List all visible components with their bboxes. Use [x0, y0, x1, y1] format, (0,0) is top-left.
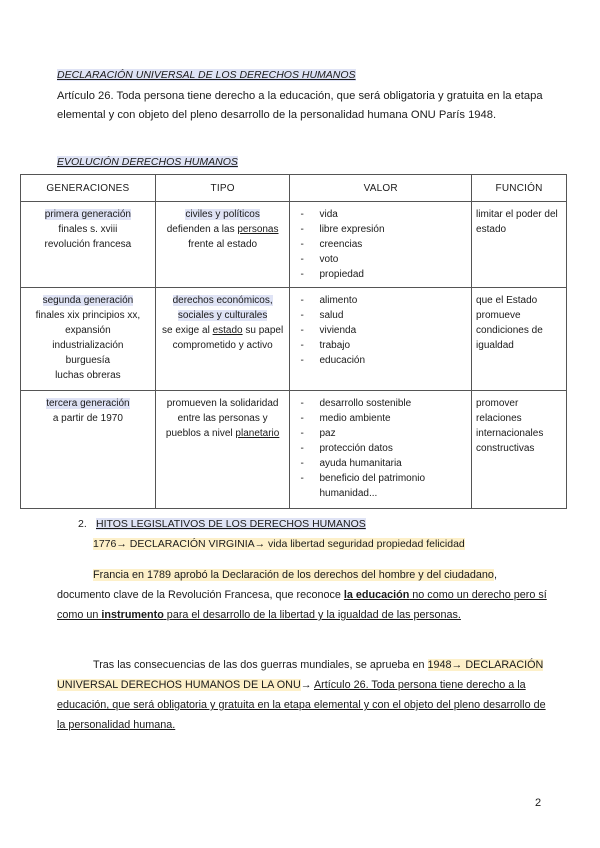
table-row	[21, 288, 567, 391]
tipo-text: promueven la solidaridad entre las personas y pueblos a nivel	[165, 398, 279, 439]
list-item: - ayuda humanitaria	[300, 456, 467, 471]
list-item: - vivienda	[300, 323, 467, 338]
section-2-heading	[78, 518, 366, 530]
valor-cell	[290, 202, 472, 288]
list-item: - libre expresión	[300, 222, 467, 237]
highlight-text: 1948→ DECLARACIÓN UNIVERSAL DERECHOS HUMANOS DE LA ONU	[57, 659, 544, 691]
page-number: 2	[535, 797, 542, 809]
col-header-tipo: TIPO	[155, 175, 290, 202]
tipo-underlined: personas	[237, 224, 279, 235]
generation-detail: burguesía	[65, 355, 111, 366]
tipo-name: derechos económicos, sociales y culturales	[172, 295, 273, 321]
list-item: - medio ambiente	[300, 411, 467, 426]
col-header-generaciones: GENERACIONES	[21, 175, 156, 202]
list-item: - salud	[300, 308, 467, 323]
list-item: - paz	[300, 426, 467, 441]
col-header-funcion: FUNCIÓN	[472, 175, 567, 202]
list-item: - trabajo	[300, 338, 467, 353]
tipo-text: frente al estado	[188, 239, 258, 250]
underlined-text: para el desarrollo de la libertad y la igualdad de las personas.	[163, 609, 461, 621]
evolution-table	[20, 174, 567, 509]
highlight-text: Francia en 1789 aprobó la Declaración de los derechos del hombre y del ciudadano	[93, 569, 494, 581]
list-item: - vida	[300, 207, 467, 222]
list-item: - propiedad	[300, 267, 467, 282]
list-item: - alimento	[300, 293, 467, 308]
generation-name: primera generación	[44, 209, 131, 220]
list-item: - protección datos	[300, 441, 467, 456]
tipo-cell	[155, 202, 290, 288]
evolution-title: EVOLUCIÓN DERECHOS HUMANOS	[57, 156, 238, 168]
virginia-1776-line: 1776→ DECLARACIÓN VIRGINIA→ vida libertad seguridad propiedad felicidad	[93, 538, 465, 550]
generation-name: tercera generación	[46, 398, 130, 409]
generation-detail: revolución francesa	[44, 239, 132, 250]
tipo-cell	[155, 391, 290, 509]
generation-detail: finales s. xviii	[58, 224, 118, 235]
udhr-1948-paragraph	[57, 655, 547, 735]
generation-detail: industrialización	[52, 340, 124, 351]
generation-detail: expansión	[65, 325, 111, 336]
funcion-cell: promover relaciones internacionales constructivas	[472, 391, 567, 509]
valor-cell	[290, 288, 472, 391]
generation-detail: luchas obreras	[55, 370, 121, 381]
section-number: 2.	[78, 518, 87, 530]
tipo-text: se exige al	[162, 325, 213, 336]
tipo-underlined: estado	[212, 325, 243, 336]
france-1789-paragraph	[57, 565, 547, 625]
funcion-cell: que el Estado promueve condiciones de igualdad	[472, 288, 567, 391]
list-item: - voto	[300, 252, 467, 267]
table-row	[21, 391, 567, 509]
table-header-row	[21, 175, 567, 202]
tipo-text: su papel comprometido y activo	[172, 325, 284, 351]
bold-education: la educación	[343, 589, 410, 601]
tipo-underlined: planetario	[235, 428, 280, 439]
tipo-text: defienden a las	[166, 224, 238, 235]
arrow-text: →	[300, 679, 314, 691]
generation-detail: finales xix principios xx,	[35, 310, 141, 321]
list-item: - beneficio del patrimonio humanidad...	[300, 471, 467, 501]
body-text: Tras las consecuencias de las dos guerras mundiales, se aprueba en	[93, 659, 428, 671]
list-item: - desarrollo sostenible	[300, 396, 467, 411]
valor-cell	[290, 391, 472, 509]
udhr-title: DECLARACIÓN UNIVERSAL DE LOS DERECHOS HUMANOS	[57, 69, 356, 81]
generation-cell	[21, 288, 156, 391]
generation-name: segunda generación	[42, 295, 134, 306]
bold-instrumento: instrumento	[101, 609, 164, 621]
underlined-text: no como un derecho pero sí como un	[57, 589, 547, 621]
underlined-text: Artículo 26. Toda persona tiene derecho a la educación, que será obligatoria y gratuita en la etapa elemental y con el objeto del pleno desarrollo de la personalidad humana.	[57, 679, 546, 731]
generation-cell	[21, 202, 156, 288]
tipo-cell	[155, 288, 290, 391]
funcion-cell: limitar el poder del estado	[472, 202, 567, 288]
section-title: HITOS LEGISLATIVOS DE LOS DERECHOS HUMANOS	[96, 518, 366, 530]
tipo-name: civiles y políticos	[185, 209, 260, 220]
table-row	[21, 202, 567, 288]
col-header-valor: VALOR	[290, 175, 472, 202]
generation-cell	[21, 391, 156, 509]
list-item: - creencias	[300, 237, 467, 252]
article-26-paragraph: Artículo 26. Toda persona tiene derecho a la educación, que será obligatoria y gratuita en la etapa elemental y con objeto del pleno desarrollo de la personalidad humana ONU París 1948.	[57, 90, 543, 121]
list-item: - educación	[300, 353, 467, 368]
body-text: , documento clave de la Revolución Francesa, que reconoce	[57, 569, 497, 601]
generation-detail: a partir de 1970	[52, 413, 123, 424]
